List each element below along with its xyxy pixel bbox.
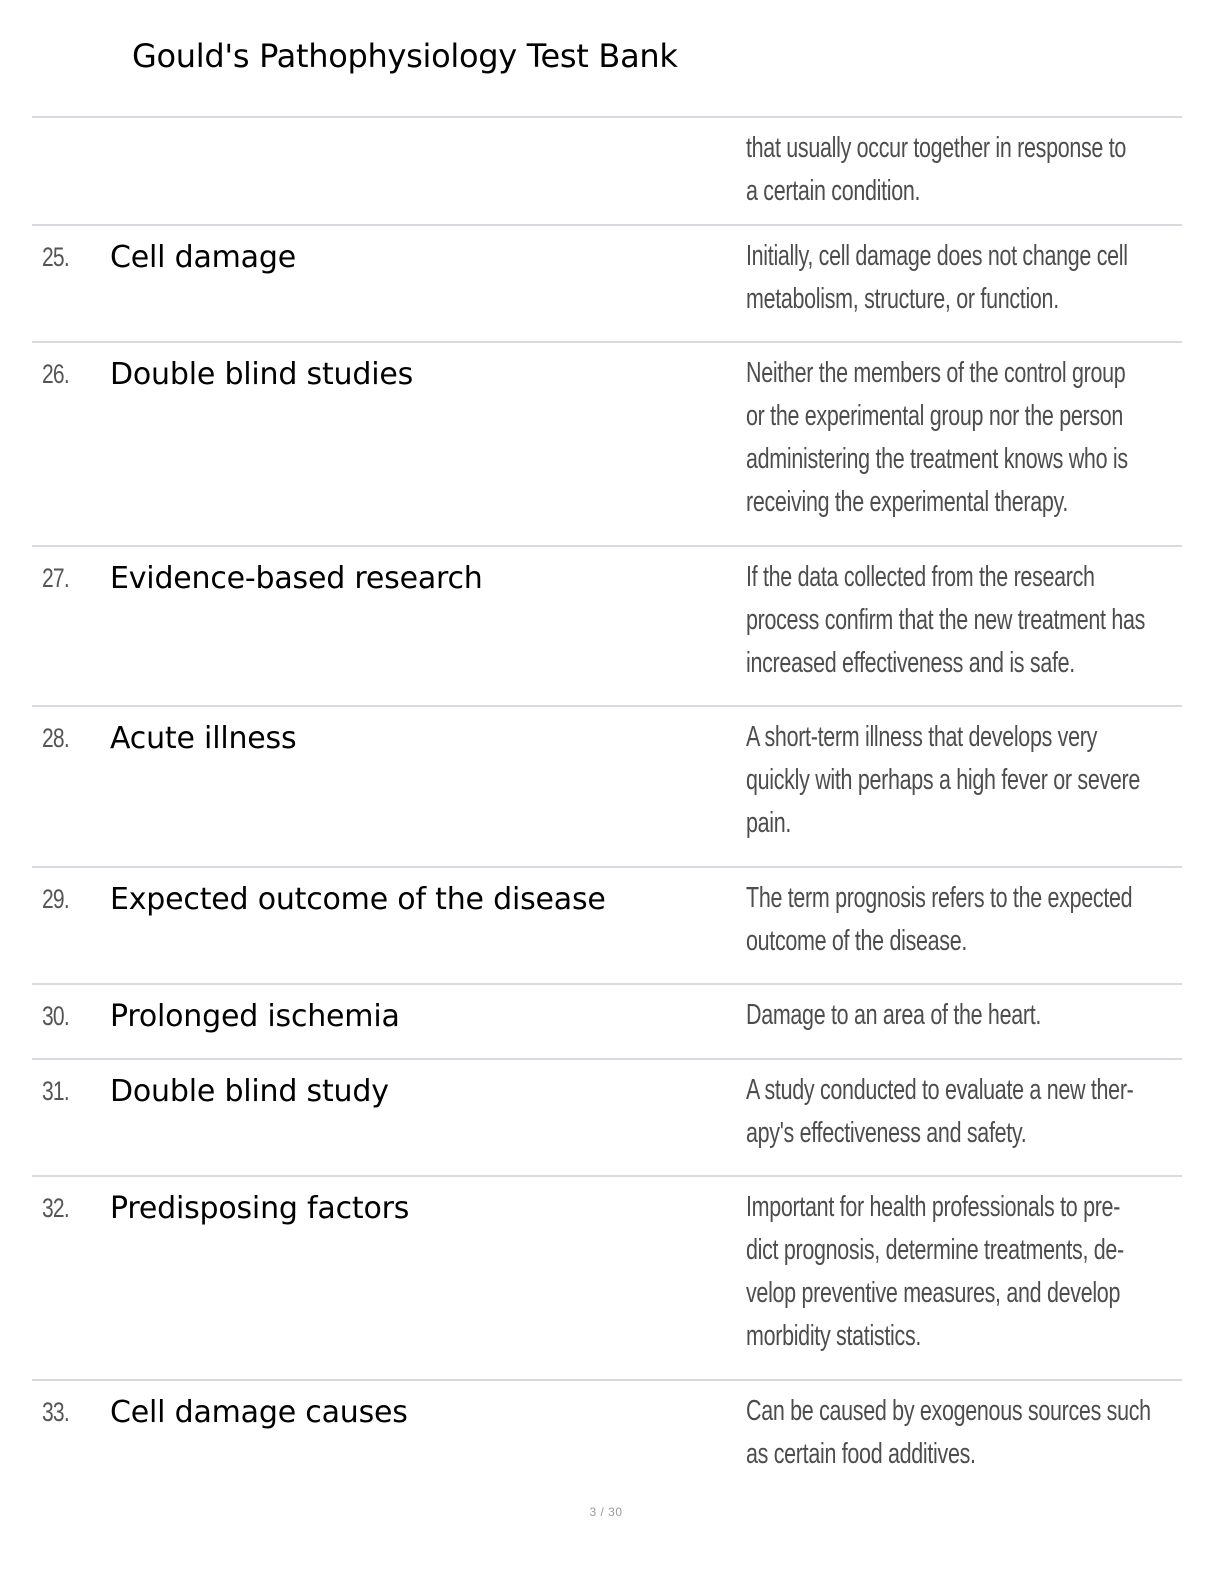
term-text: Cell damage (110, 240, 296, 275)
definition-text: Damage to an area of the heart. (746, 999, 1042, 1031)
definition-text: that usually occur together in response to a certain condition. (746, 132, 1127, 207)
definition-text: Can be caused by exogenous sources such as certain food additives. (746, 1395, 1151, 1470)
term-text: Expected outcome of the disease (110, 882, 606, 917)
table-row (32, 116, 1182, 224)
table-row (32, 1175, 1182, 1379)
term-text: Double blind study (110, 1074, 389, 1109)
term-text: Acute illness (110, 721, 297, 756)
page-indicator: 3 / 30 (589, 1505, 623, 1519)
table-row (32, 1058, 1182, 1175)
definition-text: Important for health professionals to pre- dict prognosis, determine treatments, de- velop preventive measures, and develop morbidity statistics. (746, 1191, 1124, 1352)
definition-text: The term prognosis refers to the expected outcome of the disease. (746, 882, 1133, 957)
row-number: 30. (42, 1001, 69, 1031)
row-number: 27. (42, 563, 69, 593)
term-text: Cell damage causes (110, 1395, 408, 1430)
row-number: 33. (42, 1397, 69, 1427)
page-title: Gould's Pathophysiology Test Bank (132, 37, 678, 75)
row-number: 25. (42, 242, 69, 272)
table-row (32, 545, 1182, 705)
definition-text: A study conducted to evaluate a new ther- apy's effectiveness and safety. (746, 1074, 1134, 1149)
term-text: Prolonged ischemia (110, 999, 400, 1034)
term-text: Double blind studies (110, 357, 414, 392)
row-number: 28. (42, 723, 69, 753)
table-row (32, 224, 1182, 341)
definition-text: If the data collected from the research process confirm that the new treatment has increased effectiveness and is safe. (746, 561, 1146, 679)
flashcard-table (32, 116, 1182, 1489)
table-row (32, 983, 1182, 1058)
table-row (32, 1379, 1182, 1489)
term-text: Predisposing factors (110, 1191, 410, 1226)
table-row (32, 866, 1182, 983)
table-row (32, 705, 1182, 866)
definition-text: Neither the members of the control group or the experimental group nor the person administering the treatment knows who is receiving the experimental therapy. (746, 357, 1128, 518)
row-number: 31. (42, 1076, 69, 1106)
row-number: 32. (42, 1193, 69, 1223)
definition-text: Initially, cell damage does not change cell metabolism, structure, or function. (746, 240, 1128, 315)
definition-text: A short-term illness that develops very quickly with perhaps a high fever or severe pain. (746, 721, 1141, 839)
table-row (32, 341, 1182, 545)
row-number: 26. (42, 359, 69, 389)
term-text: Evidence-based research (110, 561, 483, 596)
row-number: 29. (42, 884, 69, 914)
